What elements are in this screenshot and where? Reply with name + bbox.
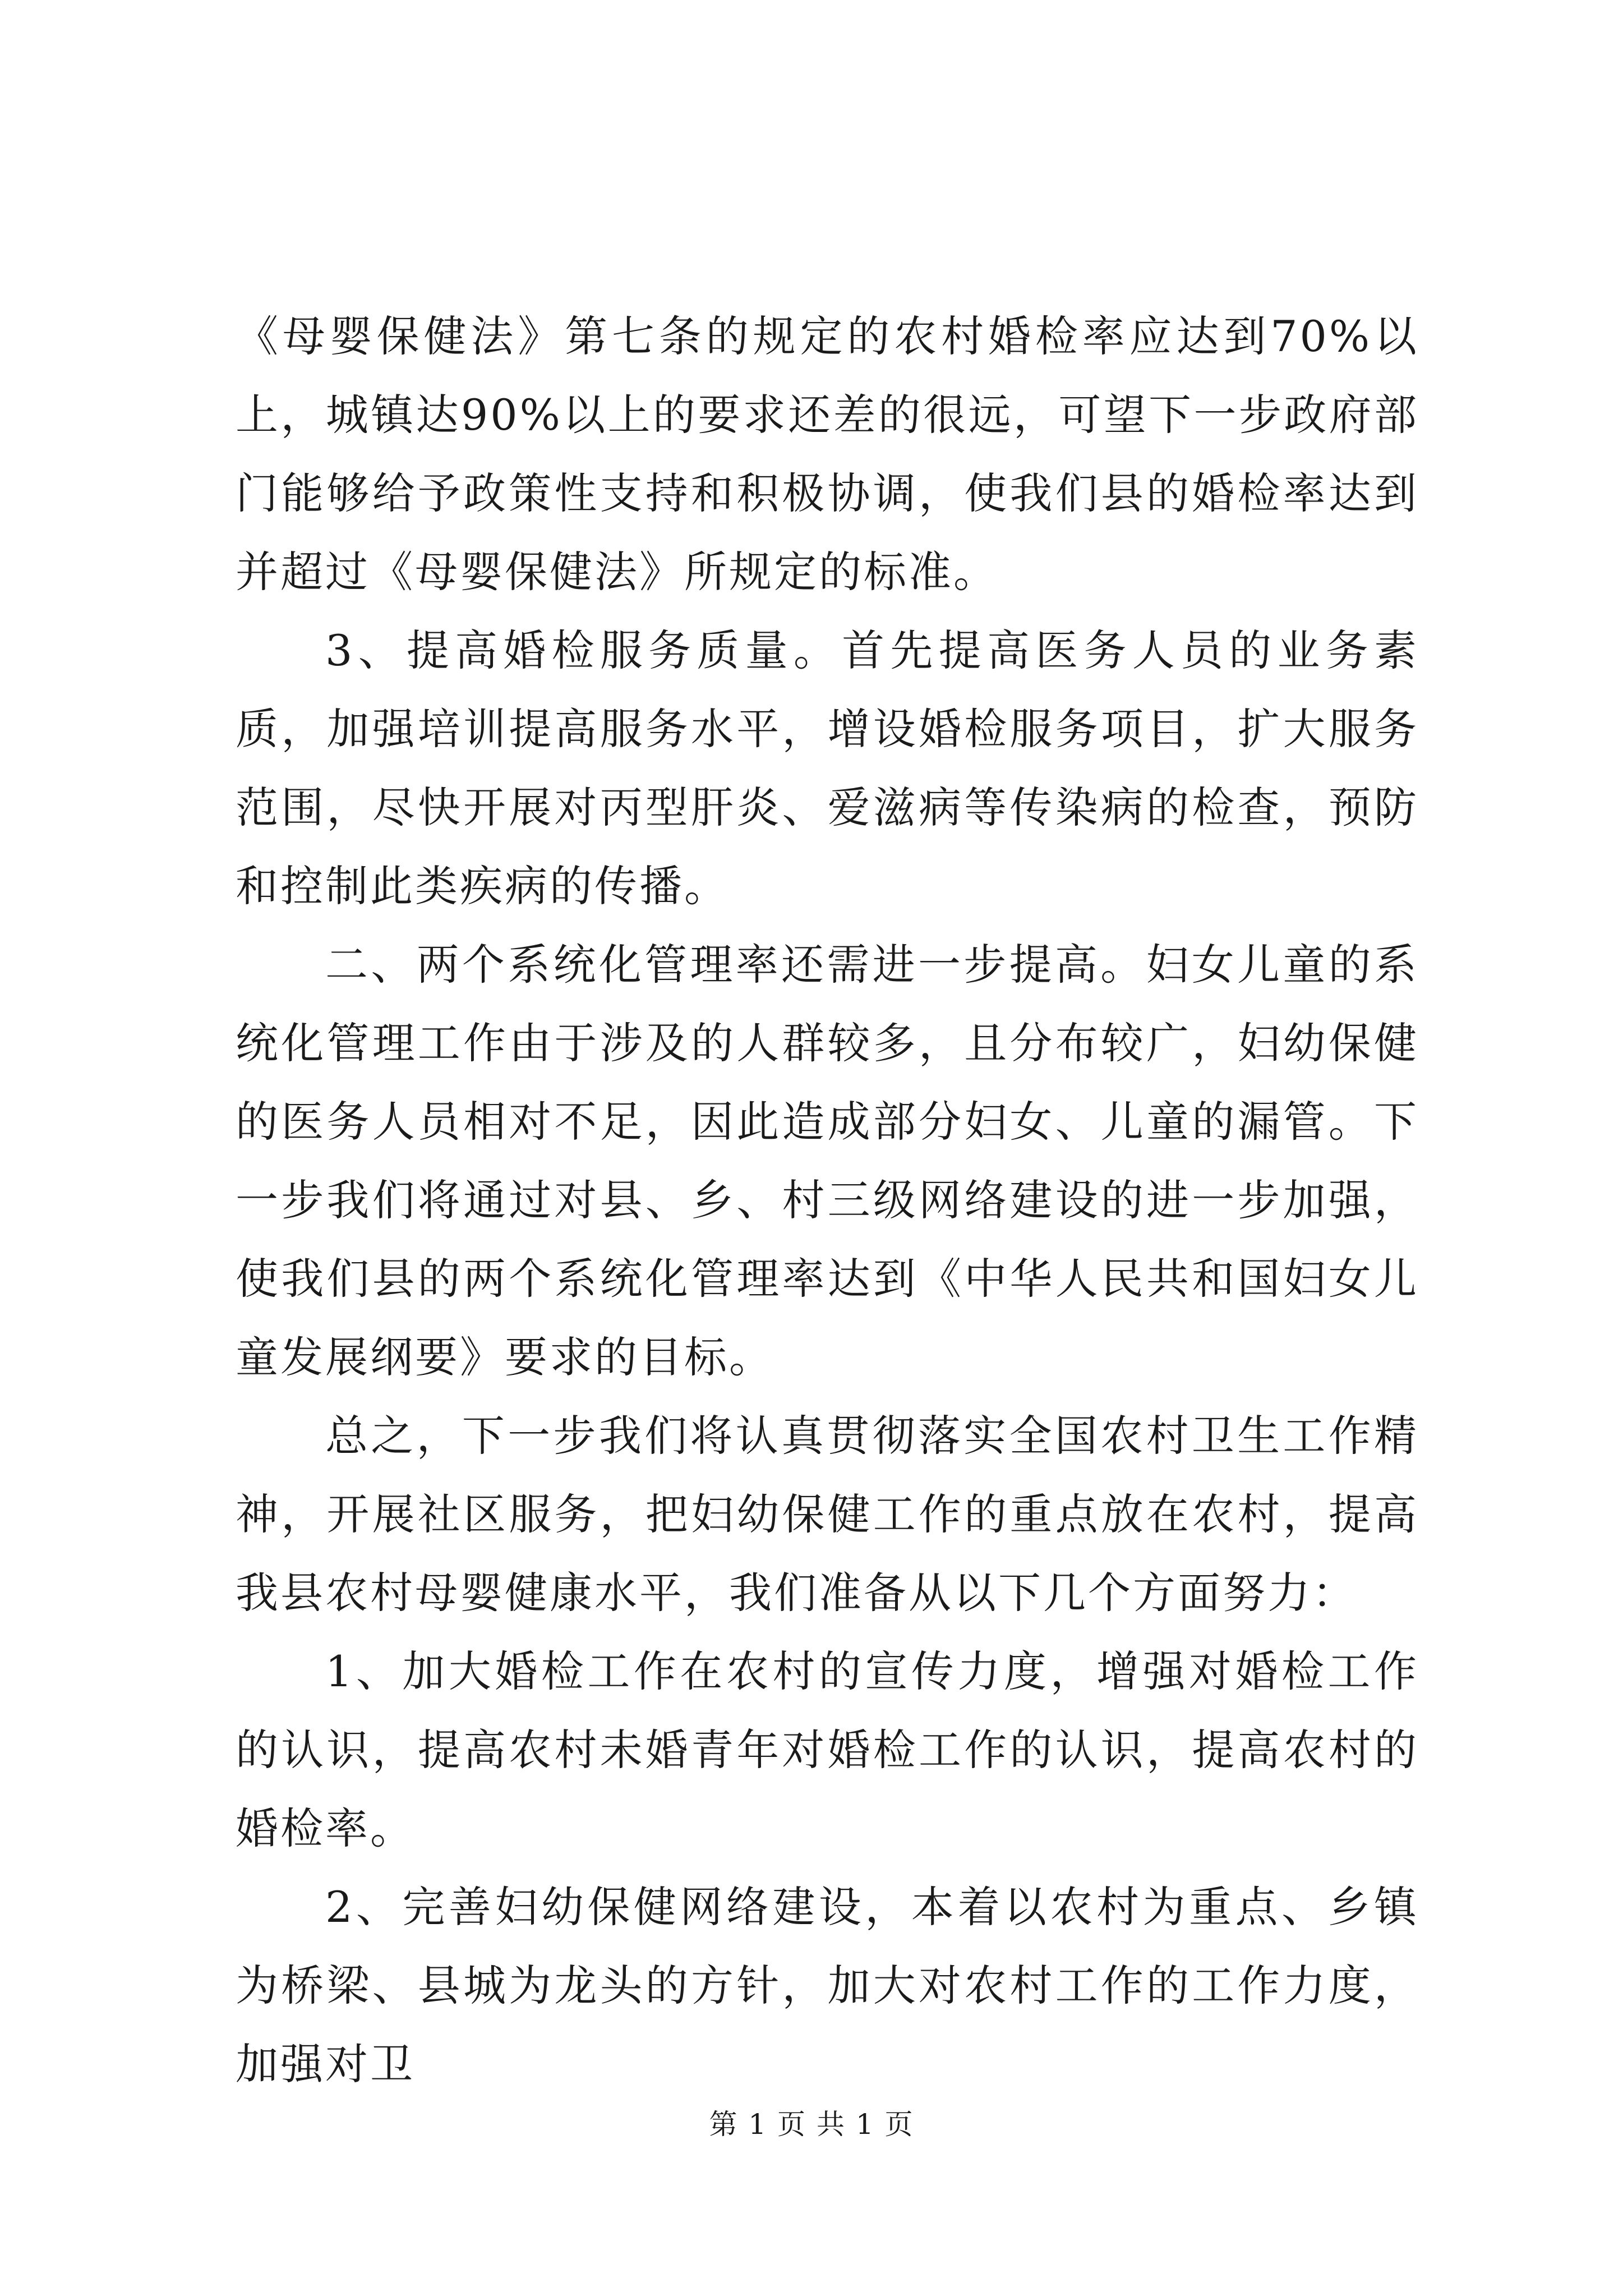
- paragraph-continuation: 《母婴保健法》第七条的规定的农村婚检率应达到70%以上，城镇达90%以上的要求还差的很远，可望下一步政府部门能够给予政策性支持和积极协调，使我们县的婚检率达到并超过《母婴保健法》所规定的标准。: [236, 311, 1419, 597]
- document-body: [236, 297, 1419, 2104]
- page-number-footer: 第 1 页 共 1 页: [709, 2108, 914, 2141]
- paragraph-item-2: 2、完善妇幼保健网络建设，本着以农村为重点、乡镇为桥梁、县城为龙头的方针，加大对农村工作的工作力度，加强对卫: [236, 1882, 1419, 2089]
- paragraph-item-1: 1、加大婚检工作在农村的宣传力度，增强对婚检工作的认识，提高农村未婚青年对婚检工作的认识，提高农村的婚检率。: [236, 1646, 1419, 1853]
- paragraph-summary: 总之，下一步我们将认真贯彻落实全国农村卫生工作精神，开展社区服务，把妇幼保健工作的重点放在农村，提高我县农村母婴健康水平，我们准备从以下几个方面努力：: [236, 1411, 1419, 1618]
- paragraph-section-2: 二、两个系统化管理率还需进一步提高。妇女儿童的系统化管理工作由于涉及的人群较多，且分布较广，妇幼保健的医务人员相对不足，因此造成部分妇女、儿童的漏管。下一步我们将通过对县、乡、村三级网络建设的进一步加强，使我们县的两个系统化管理率达到《中华人民共和国妇女儿童发展纲要》要求的目标。: [236, 940, 1419, 1382]
- paragraph-item-3: 3、提高婚检服务质量。首先提高医务人员的业务素质，加强培训提高服务水平，增设婚检服务项目，扩大服务范围，尽快开展对丙型肝炎、爱滋病等传染病的检查，预防和控制此类疾病的传播。: [236, 625, 1419, 911]
